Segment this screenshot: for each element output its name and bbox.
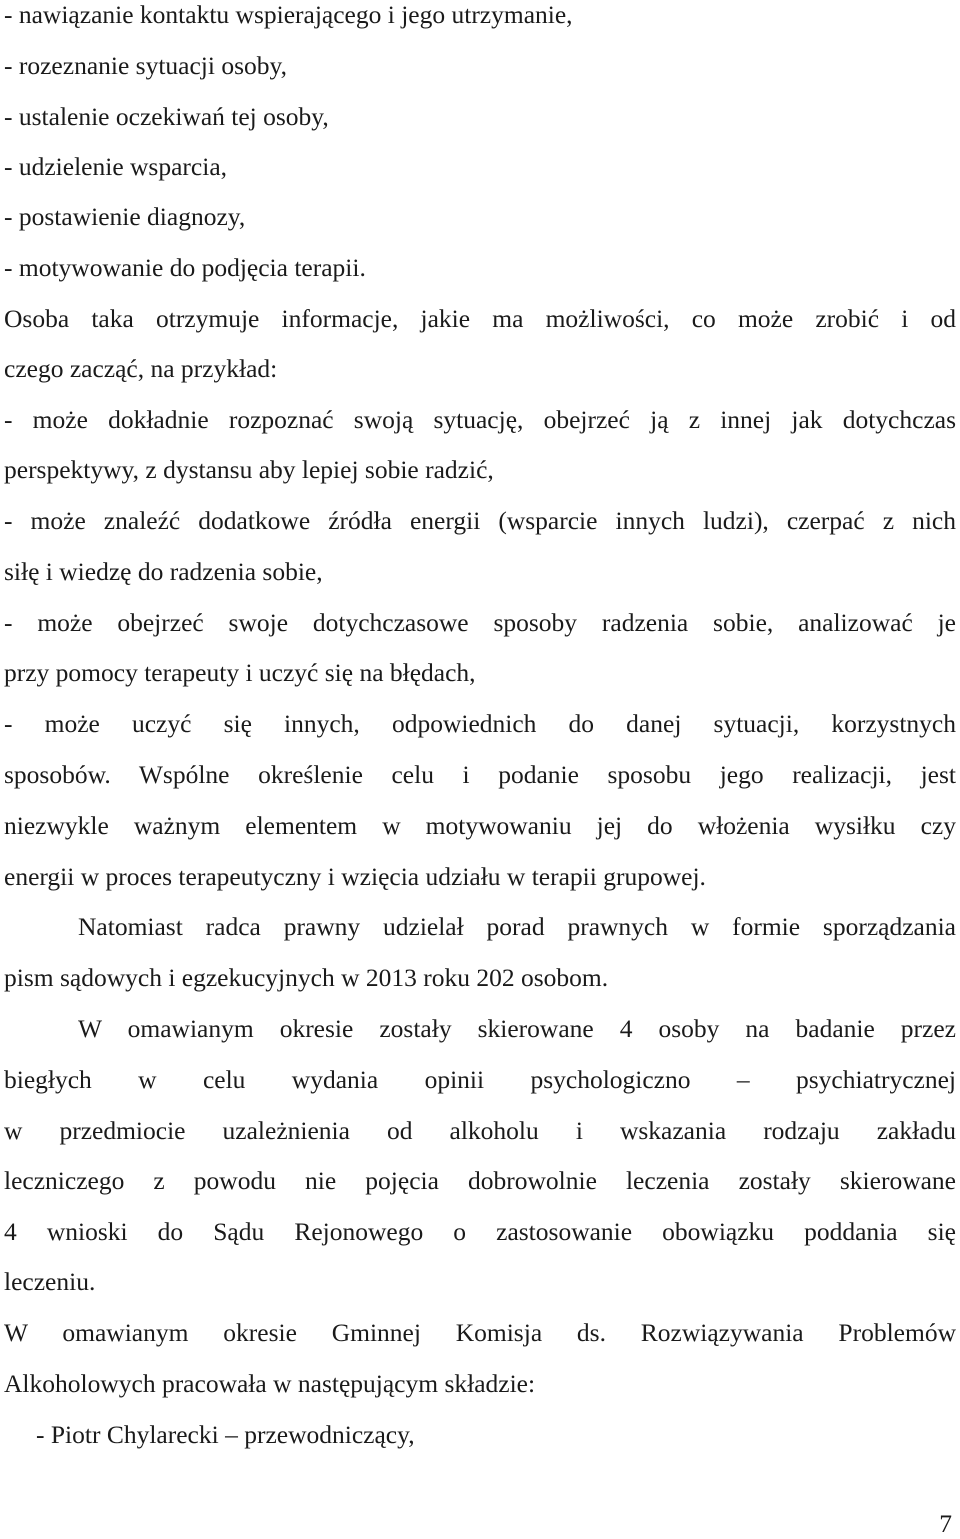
list-item: - może znaleźć dodatkowe źródła energii (wsparcie innych ludzi), czerpać z nich — [4, 506, 956, 535]
paragraph-line: sposobów. Wspólne określenie celu i podanie sposobu jego realizacji, jest — [4, 760, 956, 789]
paragraph-line: Osoba taka otrzymuje informacje, jakie ma możliwości, co może zrobić i od — [4, 304, 956, 333]
list-item: - może dokładnie rozpoznać swoją sytuację, obejrzeć ją z innej jak dotychczas — [4, 405, 956, 434]
list-item: - Piotr Chylarecki – przewodniczący, — [36, 1420, 415, 1449]
paragraph-line: W omawianym okresie Gminnej Komisja ds. Rozwiązywania Problemów — [4, 1318, 956, 1347]
list-item: - może uczyć się innych, odpowiednich do danej sytuacji, korzystnych — [4, 709, 956, 738]
page-number: 7 — [939, 1509, 952, 1538]
paragraph-line: 4 wnioski do Sądu Rejonowego o zastosowanie obowiązku poddania się — [4, 1217, 956, 1246]
paragraph-line: pism sądowych i egzekucyjnych w 2013 roku 202 osobom. — [4, 963, 609, 992]
paragraph-line: W omawianym okresie zostały skierowane 4 osoby na badanie przez — [78, 1014, 956, 1043]
list-item: - rozeznanie sytuacji osoby, — [4, 51, 287, 80]
paragraph-line: biegłych w celu wydania opinii psychologiczno – psychiatrycznej — [4, 1065, 956, 1094]
paragraph-line: w przedmiocie uzależnienia od alkoholu i wskazania rodzaju zakładu — [4, 1116, 956, 1145]
paragraph-line: leczniczego z powodu nie pojęcia dobrowolnie leczenia zostały skierowane — [4, 1166, 956, 1195]
paragraph-line: leczeniu. — [4, 1267, 96, 1296]
paragraph-line: Alkoholowych pracowała w następującym składzie: — [4, 1369, 536, 1398]
paragraph-line: niezwykle ważnym elementem w motywowaniu jej do włożenia wysiłku czy — [4, 811, 956, 840]
list-item: - udzielenie wsparcia, — [4, 152, 228, 181]
paragraph-line: czego zacząć, na przykład: — [4, 354, 278, 383]
list-item: - może obejrzeć swoje dotychczasowe sposoby radzenia sobie, analizować je — [4, 608, 956, 637]
paragraph-line: energii w proces terapeutyczny i wzięcia udziału w terapii grupowej. — [4, 862, 706, 891]
list-item: - motywowanie do podjęcia terapii. — [4, 253, 366, 282]
list-item: perspektywy, z dystansu aby lepiej sobie radzić, — [4, 455, 494, 484]
list-item: - postawienie diagnozy, — [4, 202, 246, 231]
list-item: - ustalenie oczekiwań tej osoby, — [4, 102, 329, 131]
list-item: siłę i wiedzę do radzenia sobie, — [4, 557, 323, 586]
list-item: - nawiązanie kontaktu wspierającego i jego utrzymanie, — [4, 0, 573, 29]
list-item: przy pomocy terapeuty i uczyć się na błędach, — [4, 658, 476, 687]
paragraph-line: Natomiast radca prawny udzielał porad prawnych w formie sporządzania — [78, 912, 956, 941]
